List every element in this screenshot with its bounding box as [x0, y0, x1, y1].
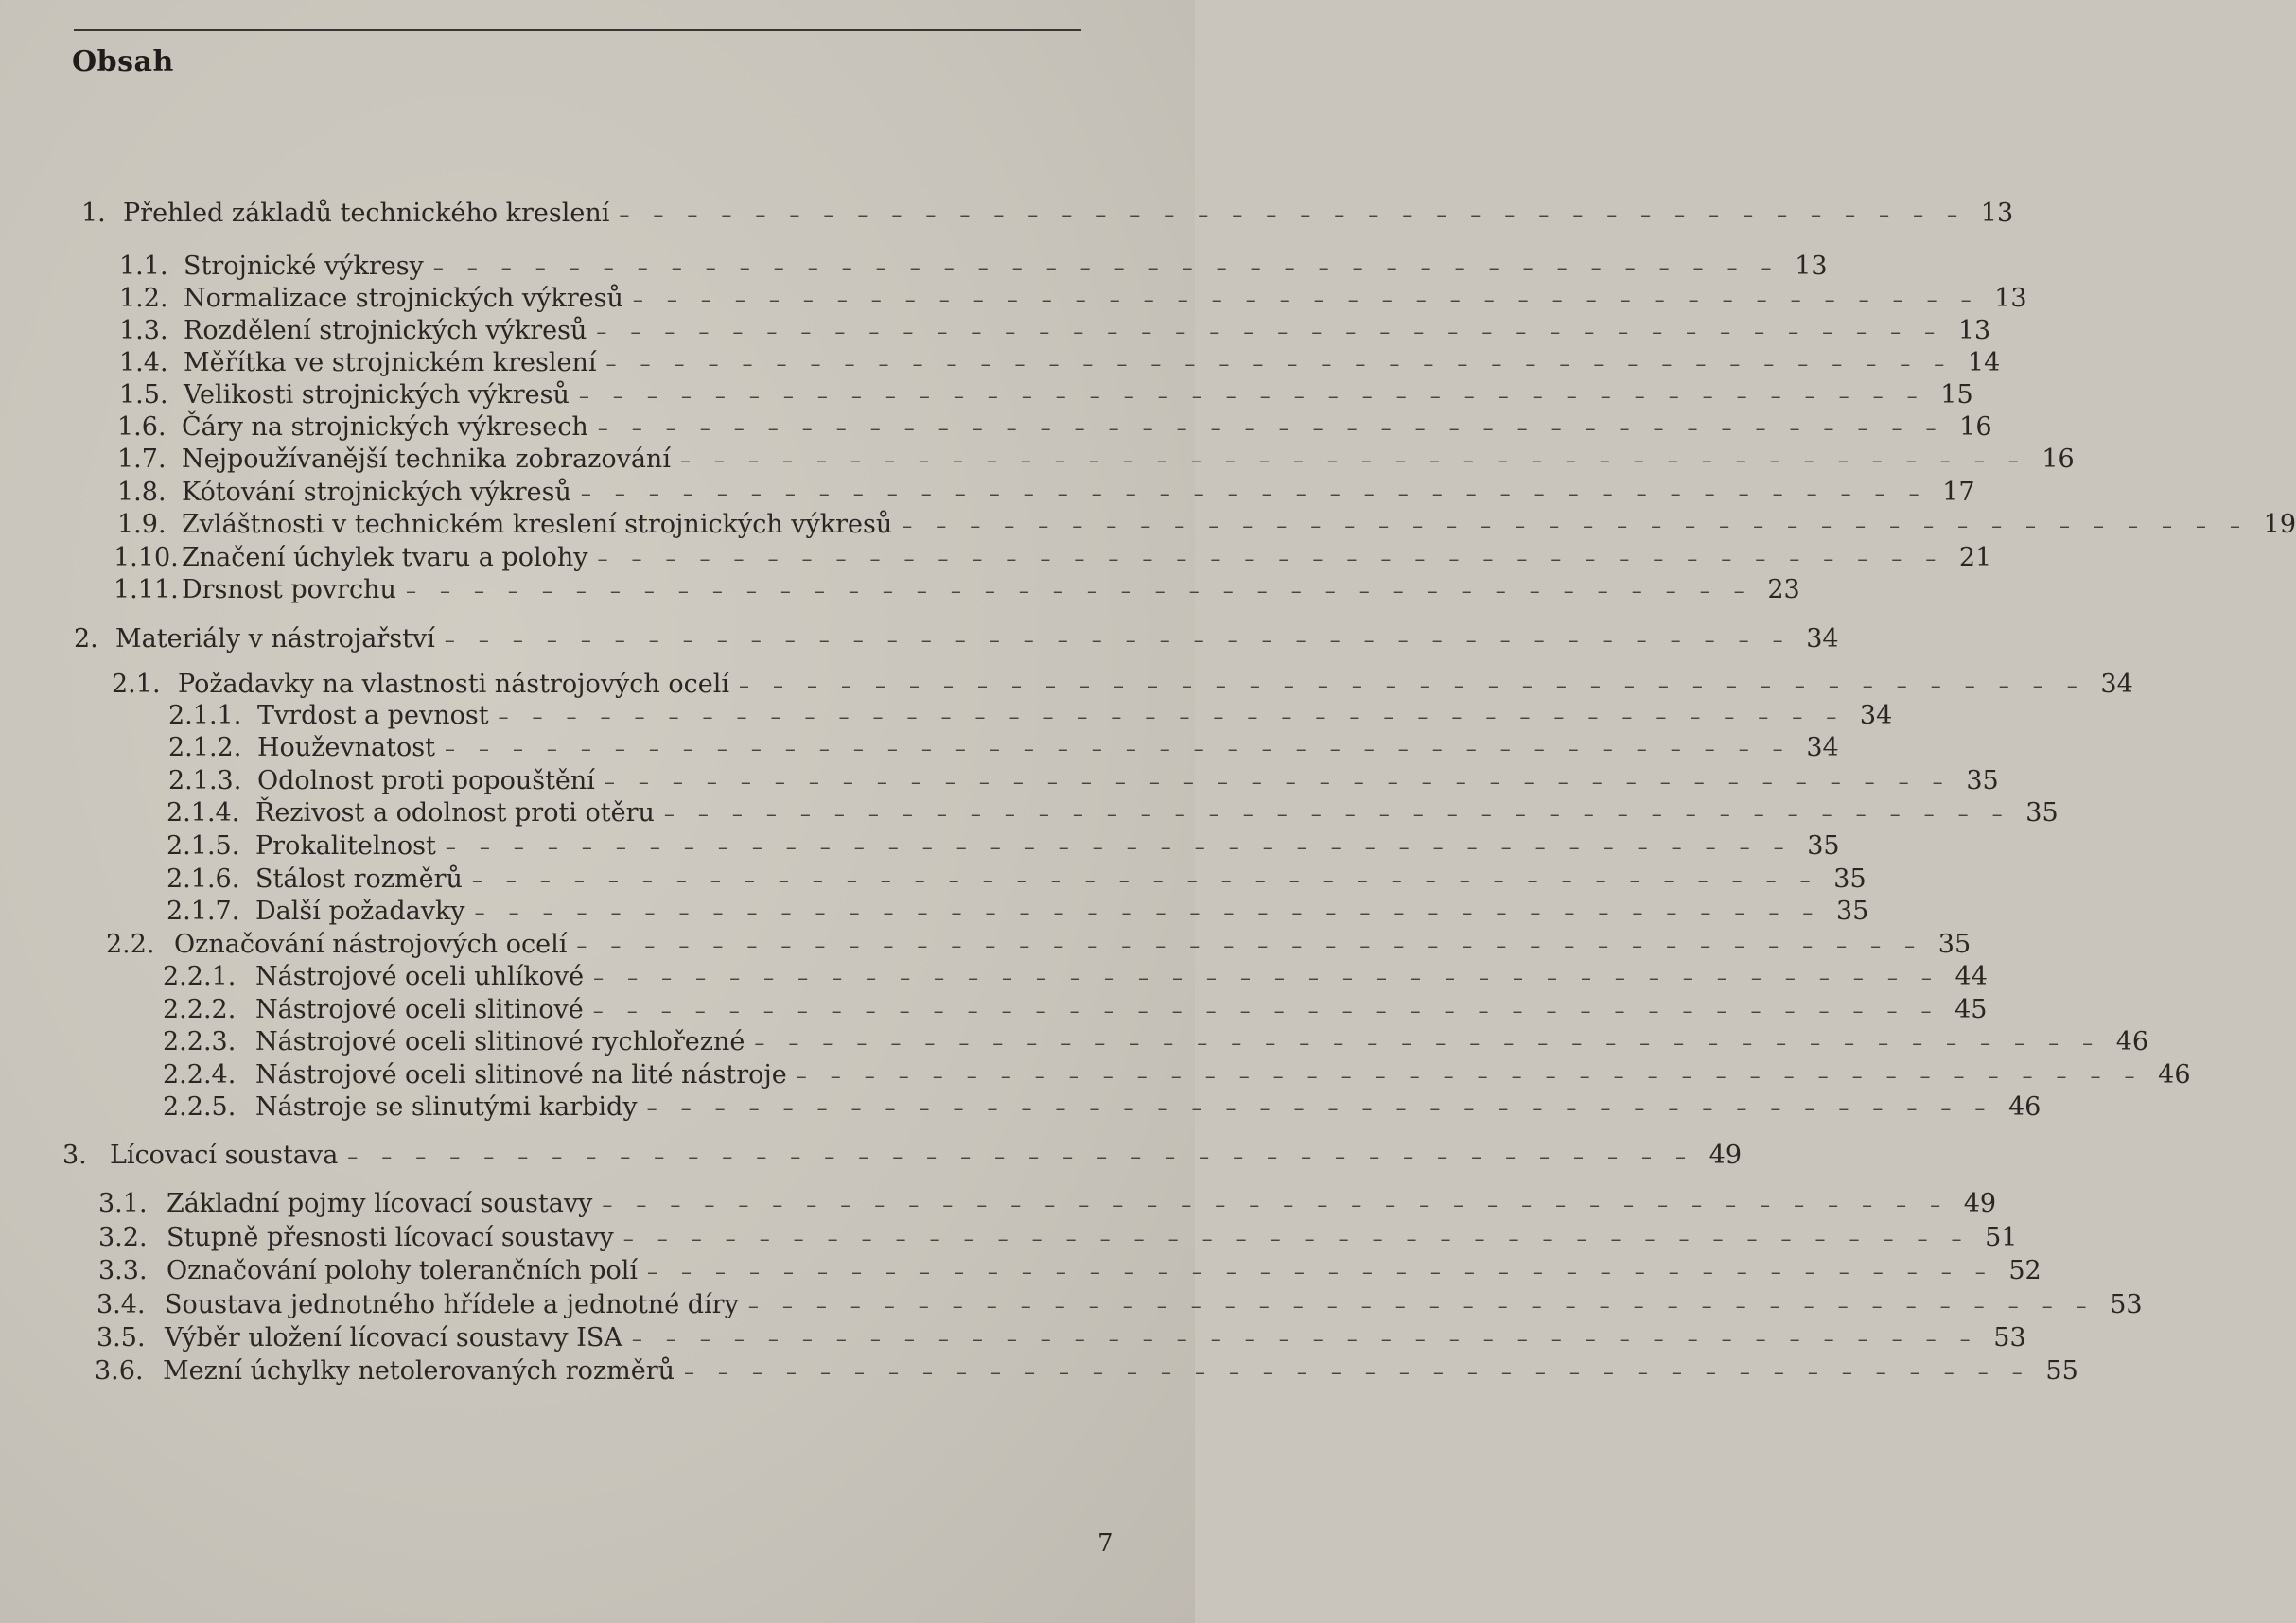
toc-entry-number: 3.1. [98, 1189, 148, 1218]
dot-leader: – – – – – – – – – – – – – – – – – – – – – – – – – – – – – – – – – – – – – – – – [597, 548, 1945, 571]
toc-entry-page: 13 [1795, 252, 1828, 281]
dot-leader: – – – – – – – – – – – – – – – – – – – – – – – – – – – – – – – – – – – – – – – – [619, 203, 1967, 227]
toc-entry-page: 53 [2110, 1290, 2143, 1319]
page-number: 7 [1097, 1529, 1113, 1558]
dot-leader: – – – – – – – – – – – – – – – – – – – – – – – – – – – – – – – – – – – – – – – – [631, 1328, 1979, 1352]
dot-leader: – – – – – – – – – – – – – – – – – – – – – – – – – – – – – – – – – – – – – – – – [471, 869, 1819, 893]
toc-entry-page: 52 [2008, 1256, 2042, 1285]
dot-leader: – – – – – – – – – – – – – – – – – – – – – – – – – – – – – – – – – – – – – – – – [596, 321, 1944, 344]
toc-entry-page: 16 [2042, 445, 2075, 474]
toc-entry-number: 2.1. [112, 670, 161, 699]
toc-entry-number: 1.3. [119, 316, 168, 345]
toc-entry-number: 2.1.7. [167, 897, 240, 926]
toc-entry [119, 316, 1991, 348]
toc-entry [163, 995, 1988, 1027]
toc-entry [168, 701, 1893, 733]
toc-entry-title: Odolnost proti popouštění [257, 766, 595, 795]
toc-entry-number: 1.7. [117, 445, 167, 474]
dot-leader: – – – – – – – – – – – – – – – – – – – – – – – – – – – – – – – – – – – – – – – – [474, 901, 1822, 925]
toc-entry-page: 23 [1767, 575, 1800, 604]
dot-leader: – – – – – – – – – – – – – – – – – – – – – – – – – – – – – – – – – – – – – – – – [405, 580, 1753, 603]
dot-leader: – – – – – – – – – – – – – – – – – – – – – – – – – – – – – – – – – – – – – – – – [663, 803, 2011, 827]
toc-entry-page: 35 [1833, 864, 1867, 894]
toc-entry-title: Značení úchylek tvaru a polohy [182, 543, 588, 572]
toc-entry-title: Houževnatost [257, 733, 435, 762]
toc-entry-title: Řezivost a odolnost proti otěru [255, 798, 655, 828]
toc-entry-number: 2.2.2. [163, 995, 237, 1024]
toc-entry-number: 2.2.1. [163, 962, 237, 991]
toc-entry-page: 35 [1966, 766, 1999, 795]
toc-entry [117, 445, 2075, 477]
dot-leader: – – – – – – – – – – – – – – – – – – – – – – – – – – – – – – – – – – – – – – – – [605, 353, 1954, 376]
toc-entry-title: Velikosti strojnických výkresů [184, 380, 570, 410]
dot-leader: – – – – – – – – – – – – – – – – – – – – – – – – – – – – – – – – – – – – – – – – [902, 515, 2250, 538]
toc-entry [62, 1141, 1743, 1173]
toc-entry-title: Soustava jednotného hřídele a jednotné díry [165, 1290, 739, 1319]
toc-entry-number: 2.2.5. [163, 1092, 237, 1122]
toc-entry [163, 1027, 2149, 1059]
dot-leader: – – – – – – – – – – – – – – – – – – – – – – – – – – – – – – – – – – – – – – – – [444, 629, 1792, 653]
toc-entry [168, 733, 1839, 765]
toc-entry-title: Nástrojové oceli slitinové rychlořezné [255, 1027, 745, 1056]
toc-entry-title: Nástrojové oceli slitinové [255, 995, 584, 1024]
toc-entry [167, 831, 1840, 864]
dot-leader: – – – – – – – – – – – – – – – – – – – – – – – – – – – – – – – – – – – – – – – – [576, 934, 1924, 958]
toc-entry-title: Lícovací soustava [110, 1141, 339, 1170]
dot-leader: – – – – – – – – – – – – – – – – – – – – – – – – – – – – – – – – – – – – – – – – [347, 1145, 1695, 1169]
toc-entry-number: 3.4. [96, 1290, 146, 1319]
toc-entry-page: 49 [1709, 1141, 1743, 1170]
toc-entry-number: 1.6. [117, 412, 167, 442]
toc-entry-page: 15 [1940, 380, 1973, 410]
toc-entry-page: 34 [1806, 733, 1839, 762]
toc-entry-title: Označování polohy tolerančních polí [167, 1256, 638, 1285]
dot-leader: – – – – – – – – – – – – – – – – – – – – – – – – – – – – – – – – – – – – – – – – [632, 288, 1980, 312]
dot-leader: – – – – – – – – – – – – – – – – – – – – – – – – – – – – – – – – – – – – – – – – [647, 1261, 1994, 1284]
toc-entry-number: 1.10. [114, 543, 179, 572]
toc-entry [163, 1060, 2191, 1092]
toc-entry-number: 3.6. [95, 1356, 144, 1386]
toc-entry-title: Stálost rozměrů [255, 864, 463, 894]
toc-entry [74, 624, 1839, 656]
toc-entry-page: 13 [1994, 284, 2027, 313]
toc-entry-number: 2.1.4. [167, 798, 240, 828]
toc-entry-number: 1.8. [117, 478, 167, 507]
toc-entry [117, 478, 1975, 510]
toc-entry-number: 2.1.5. [167, 831, 240, 861]
toc-entry-title: Rozdělení strojnických výkresů [184, 316, 587, 345]
toc-entry-page: 13 [1980, 199, 2014, 228]
toc-entry-page: 35 [1807, 831, 1840, 861]
toc-entry-title: Strojnické výkresy [184, 252, 424, 281]
dot-leader: – – – – – – – – – – – – – – – – – – – – – – – – – – – – – – – – – – – – – – – – [593, 967, 1940, 990]
dot-leader: – – – – – – – – – – – – – – – – – – – – – – – – – – – – – – – – – – – – – – – – [444, 738, 1792, 761]
toc-entry-title: Přehled základů technického kreslení [123, 199, 610, 228]
toc-entry [81, 199, 2014, 231]
toc-entry-number: 1.11. [114, 575, 179, 604]
toc-entry [98, 1223, 2018, 1255]
toc-entry-page: 35 [2025, 798, 2059, 828]
dot-leader: – – – – – – – – – – – – – – – – – – – – – – – – – – – – – – – – – – – – – – – – [580, 482, 1928, 506]
toc-entry-number: 2.1.3. [168, 766, 242, 795]
toc-entry [163, 962, 1988, 994]
toc-entry-title: Označování nástrojových ocelí [174, 930, 568, 959]
toc-entry-number: 2.1.1. [168, 701, 242, 730]
dot-leader: – – – – – – – – – – – – – – – – – – – – – – – – – – – – – – – – – – – – – – – – [597, 417, 1945, 441]
toc-entry [119, 380, 1973, 412]
toc-entry [114, 543, 1992, 575]
toc-entry-page: 49 [1963, 1189, 1997, 1218]
dot-leader: – – – – – – – – – – – – – – – – – – – – – – – – – – – – – – – – – – – – – – – – [739, 674, 2086, 698]
toc-entry-page: 21 [1958, 543, 1992, 572]
toc-entry-page: 35 [1937, 930, 1972, 959]
toc-entry-page: 53 [1993, 1323, 2026, 1352]
toc-entry [167, 798, 2059, 830]
toc-entry-number: 2.1.2. [168, 733, 242, 762]
toc-entry [98, 1189, 1997, 1221]
toc-entry-page: 44 [1954, 962, 1988, 991]
toc-entry-number: 1. [81, 199, 106, 228]
toc-entry-page: 34 [1806, 624, 1839, 654]
toc-entry-title: Kótování strojnických výkresů [182, 478, 571, 507]
toc-entry-title: Čáry na strojnických výkresech [182, 412, 588, 442]
dot-leader: – – – – – – – – – – – – – – – – – – – – – – – – – – – – – – – – – – – – – – – – [747, 1295, 2095, 1318]
toc-entry [168, 766, 1999, 798]
page-title: Obsah [72, 45, 174, 79]
toc-entry [119, 348, 2001, 380]
dot-leader: – – – – – – – – – – – – – – – – – – – – – – – – – – – – – – – – – – – – – – – – [445, 836, 1793, 860]
toc-entry-page: 45 [1954, 995, 1988, 1024]
dot-leader: – – – – – – – – – – – – – – – – – – – – – – – – – – – – – – – – – – – – – – – – [646, 1097, 1994, 1121]
toc-entry-page: 46 [2115, 1027, 2149, 1056]
dot-leader: – – – – – – – – – – – – – – – – – – – – – – – – – – – – – – – – – – – – – – – – [622, 1228, 1971, 1251]
toc-entry-title: Normalizace strojnických výkresů [184, 284, 623, 313]
toc-entry-page: 13 [1957, 316, 1991, 345]
toc-entry-title: Nástrojové oceli slitinové na lité nástroje [255, 1060, 787, 1090]
toc-entry [112, 670, 2133, 702]
toc-entry-number: 1.9. [117, 510, 167, 539]
toc-entry-title: Nástroje se slinutými karbidy [255, 1092, 638, 1122]
toc-entry [96, 1323, 2026, 1355]
toc-entry [114, 575, 1800, 607]
toc-entry-title: Zvláštnosti v technickém kreslení strojnických výkresů [182, 510, 893, 539]
toc-entry-page: 51 [1985, 1223, 2018, 1252]
toc-entry-title: Další požadavky [255, 897, 465, 926]
toc-entry-title: Drsnost povrchu [182, 575, 396, 604]
toc-entry [106, 930, 1972, 962]
toc-entry-page: 46 [2158, 1060, 2191, 1090]
toc-entry [163, 1092, 2042, 1125]
dot-leader: – – – – – – – – – – – – – – – – – – – – – – – – – – – – – – – – – – – – – – – – [754, 1032, 2102, 1056]
toc-entry-page: 46 [2007, 1092, 2042, 1122]
dot-leader: – – – – – – – – – – – – – – – – – – – – – – – – – – – – – – – – – – – – – – – – [578, 385, 1926, 409]
toc-entry-title: Materiály v nástrojařství [115, 624, 435, 654]
dot-leader: – – – – – – – – – – – – – – – – – – – – – – – – – – – – – – – – – – – – – – – – [684, 1361, 2031, 1385]
dot-leader: – – – – – – – – – – – – – – – – – – – – – – – – – – – – – – – – – – – – – – – – [592, 1000, 1940, 1023]
toc-entry-title: Prokalitelnost [255, 831, 436, 861]
toc-entry-number: 3.5. [96, 1323, 146, 1352]
toc-entry-title: Tvrdost a pevnost [257, 701, 489, 730]
dot-leader: – – – – – – – – – – – – – – – – – – – – – – – – – – – – – – – – – – – – – – – – [679, 449, 2027, 473]
toc-entry-page: 16 [1959, 412, 1992, 442]
toc-entry-number: 2. [74, 624, 98, 654]
dot-leader: – – – – – – – – – – – – – – – – – – – – – – – – – – – – – – – – – – – – – – – – [604, 771, 1952, 794]
toc-entry [119, 252, 1828, 284]
toc-entry-number: 2.2. [106, 930, 155, 959]
toc-entry-number: 3. [62, 1141, 87, 1170]
toc-entry-page: 55 [2045, 1356, 2078, 1386]
toc-entry-number: 1.1. [119, 252, 168, 281]
toc-entry [167, 864, 1867, 897]
toc-entry-page: 14 [1967, 348, 2001, 377]
toc-entry [167, 897, 1869, 929]
toc-entry-page: 17 [1942, 478, 1975, 507]
toc-entry [95, 1356, 2078, 1388]
toc-entry-title: Stupně přesnosti lícovací soustavy [167, 1223, 614, 1252]
dot-leader: – – – – – – – – – – – – – – – – – – – – – – – – – – – – – – – – – – – – – – – – [498, 706, 1846, 729]
toc-entry [96, 1290, 2143, 1322]
toc-entry-title: Základní pojmy lícovací soustavy [167, 1189, 593, 1218]
toc-entry-number: 1.2. [119, 284, 168, 313]
toc-entry-number: 2.2.4. [163, 1060, 237, 1090]
toc-entry-number: 2.2.3. [163, 1027, 237, 1056]
toc-entry-number: 1.4. [119, 348, 168, 377]
toc-entry [98, 1256, 2042, 1288]
toc-entry-title: Nástrojové oceli uhlíkové [255, 962, 585, 991]
toc-entry-number: 3.2. [98, 1223, 148, 1252]
dot-leader: – – – – – – – – – – – – – – – – – – – – – – – – – – – – – – – – – – – – – – – – [432, 256, 1780, 280]
toc-entry-number: 3.3. [98, 1256, 148, 1285]
dot-leader: – – – – – – – – – – – – – – – – – – – – – – – – – – – – – – – – – – – – – – – – [796, 1065, 2144, 1089]
toc-entry [117, 412, 1992, 445]
toc-entry-page: 34 [1859, 701, 1893, 730]
toc-entry-page: 34 [2100, 670, 2133, 699]
toc-entry [119, 284, 2027, 316]
toc-entry-number: 2.1.6. [167, 864, 240, 894]
dot-leader: – – – – – – – – – – – – – – – – – – – – – – – – – – – – – – – – – – – – – – – – [602, 1194, 1950, 1217]
toc-entry-page: 35 [1835, 897, 1869, 926]
toc-entry-title: Výběr uložení lícovací soustavy ISA [165, 1323, 622, 1352]
toc-entry-page: 19 [2263, 510, 2296, 539]
toc-entry-title: Požadavky na vlastnosti nástrojových ocelí [178, 670, 730, 699]
toc-entry-title: Mezní úchylky netolerovaných rozměrů [163, 1356, 675, 1386]
toc-entry-title: Měřítka ve strojnickém kreslení [184, 348, 597, 377]
toc-entry-title: Nejpoužívanější technika zobrazování [182, 445, 671, 474]
toc-entry [117, 510, 2296, 542]
toc-entry-number: 1.5. [119, 380, 168, 410]
